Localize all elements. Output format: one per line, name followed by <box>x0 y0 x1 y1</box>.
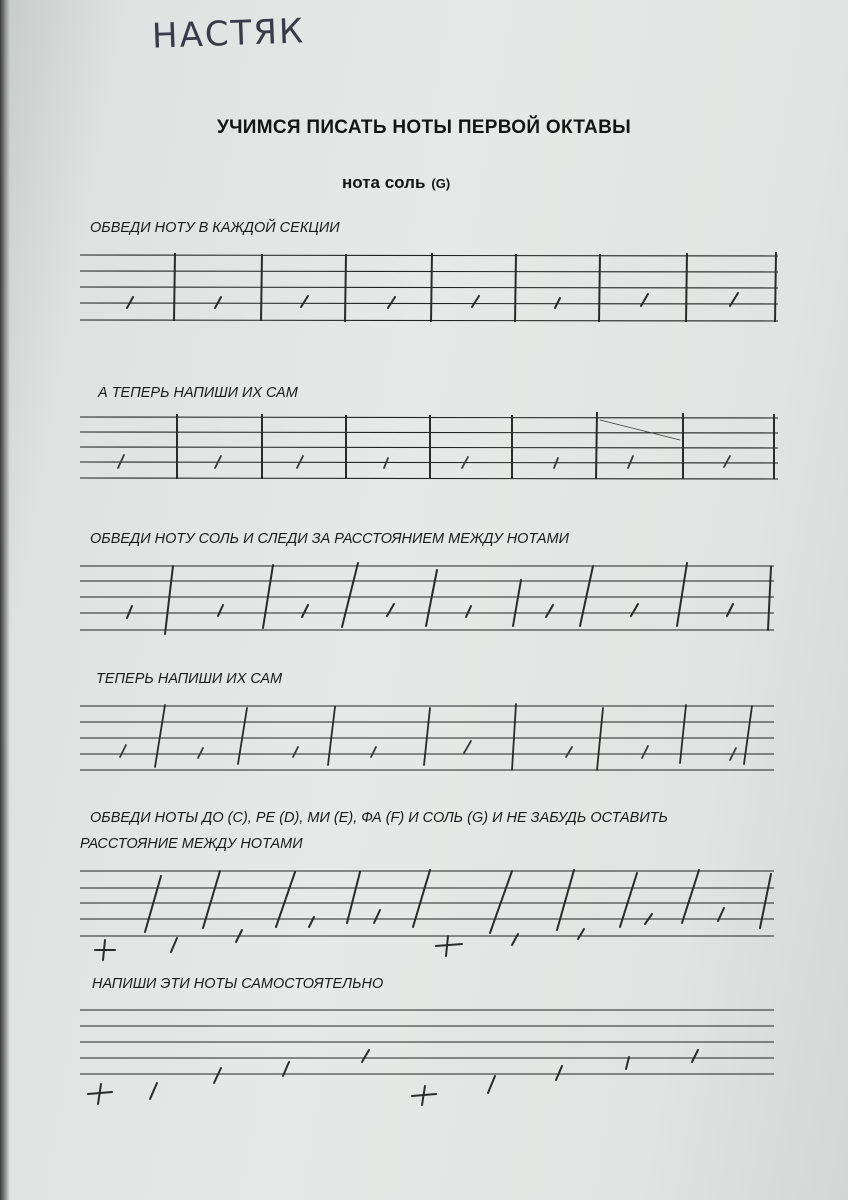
exercise-5-instruction-line2: РАССТОЯНИЕ МЕЖДУ НОТАМИ <box>80 836 303 852</box>
staff-4-notes <box>120 741 736 760</box>
subtitle-note-letter: (G) <box>431 176 451 191</box>
exercise-2-instruction: А ТЕПЕРЬ НАПИШИ ИХ САМ <box>98 385 298 401</box>
subtitle-note-name: нота соль <box>342 173 426 192</box>
exercise-4-instruction: ТЕПЕРЬ НАПИШИ ИХ САМ <box>96 671 283 687</box>
staff-2-notes <box>118 420 730 468</box>
staff-4-stems <box>155 704 752 770</box>
exercise-6-instruction: НАПИШИ ЭТИ НОТЫ САМОСТОЯТЕЛЬНО <box>92 976 384 992</box>
staff-1-notes <box>127 293 738 308</box>
exercise-5-instruction-line1: ОБВЕДИ НОТЫ ДО (C), РЕ (D), МИ (E), ФА (F) И СОЛЬ (G) И НЕ ЗАБУДЬ ОСТАВИТЬ <box>90 810 668 826</box>
staff-1 <box>80 255 778 321</box>
staff-3-stems <box>165 563 771 634</box>
staff-5-notes <box>95 908 724 960</box>
student-name-handwritten: НАСТЯК <box>151 11 306 57</box>
exercise-3-instruction: ОБВЕДИ НОТУ СОЛЬ И СЛЕДИ ЗА РАССТОЯНИЕМ МЕЖДУ НОТАМИ <box>90 531 569 547</box>
staff-6 <box>80 1010 774 1074</box>
page-title: УЧИМСЯ ПИСАТЬ НОТЫ ПЕРВОЙ ОКТАВЫ <box>216 117 632 138</box>
staff-5-stems <box>145 870 771 933</box>
exercise-1-instruction: ОБВЕДИ НОТУ В КАЖДОЙ СЕКЦИИ <box>90 220 340 236</box>
staff-2-barlines <box>177 412 774 479</box>
